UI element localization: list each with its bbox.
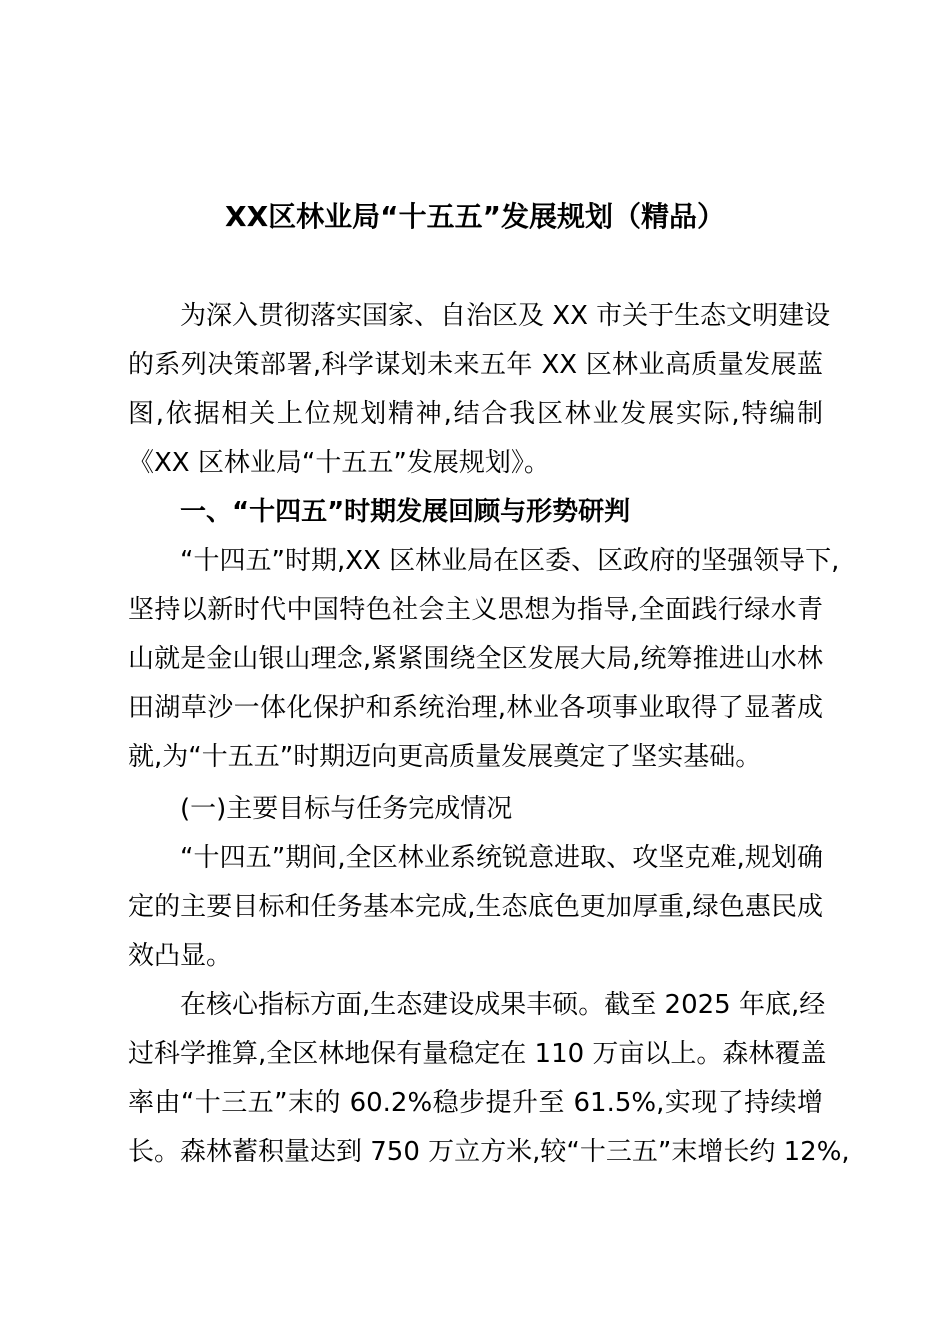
paragraph bbox=[128, 537, 840, 782]
text-line: 为深入贯彻落实国家、自治区及 XX 市关于生态文明建设 bbox=[180, 301, 831, 331]
text-line: 在核心指标方面,生态建设成果丰硕。截至 2025 年底,经 bbox=[180, 990, 826, 1020]
text-line: 一、“十四五”时期发展回顾与形势研判 bbox=[180, 497, 631, 527]
section-heading bbox=[128, 488, 823, 537]
text-line: 山就是金山银山理念,紧紧围绕全区发展大局,统筹推进山水林 bbox=[128, 644, 823, 674]
text-line: 《XX 区林业局“十五五”发展规划》。 bbox=[128, 448, 550, 478]
text-line: “十四五”期间,全区林业系统锐意进取、攻坚克难,规划确 bbox=[180, 843, 823, 873]
text-line: 图,依据相关上位规划精神,结合我区林业发展实际,特编制 bbox=[128, 399, 823, 429]
text-line: 率由“十三五”末的 60.2%稳步提升至 61.5%,实现了持续增 bbox=[128, 1088, 823, 1118]
text-line: 就,为“十五五”时期迈向更高质量发展奠定了坚实基础。 bbox=[128, 742, 762, 772]
document-body bbox=[128, 292, 850, 1177]
text-line: “十四五”时期,XX 区林业局在区委、区政府的坚强领导下, bbox=[180, 546, 840, 576]
text-line: 效凸显。 bbox=[128, 941, 233, 971]
text-line: 过科学推算,全区林地保有量稳定在 110 万亩以上。森林覆盖 bbox=[128, 1039, 827, 1069]
text-line: 长。森林蓄积量达到 750 万立方米,较“十三五”末增长约 12%, bbox=[128, 1137, 850, 1167]
document-title: XX区林业局“十五五”发展规划（精品） bbox=[225, 200, 725, 233]
text-line: (一)主要目标与任务完成情况 bbox=[180, 794, 513, 824]
text-line: 的系列决策部署,科学谋划未来五年 XX 区林业高质量发展蓝 bbox=[128, 350, 823, 380]
paragraph bbox=[128, 981, 850, 1177]
subsection-heading bbox=[128, 785, 823, 834]
text-line: 田湖草沙一体化保护和系统治理,林业各项事业取得了显著成 bbox=[128, 693, 823, 723]
paragraph bbox=[128, 292, 831, 488]
paragraph bbox=[128, 834, 823, 981]
text-line: 坚持以新时代中国特色社会主义思想为指导,全面践行绿水青 bbox=[128, 595, 823, 625]
text-line: 定的主要目标和任务基本完成,生态底色更加厚重,绿色惠民成 bbox=[128, 892, 823, 922]
